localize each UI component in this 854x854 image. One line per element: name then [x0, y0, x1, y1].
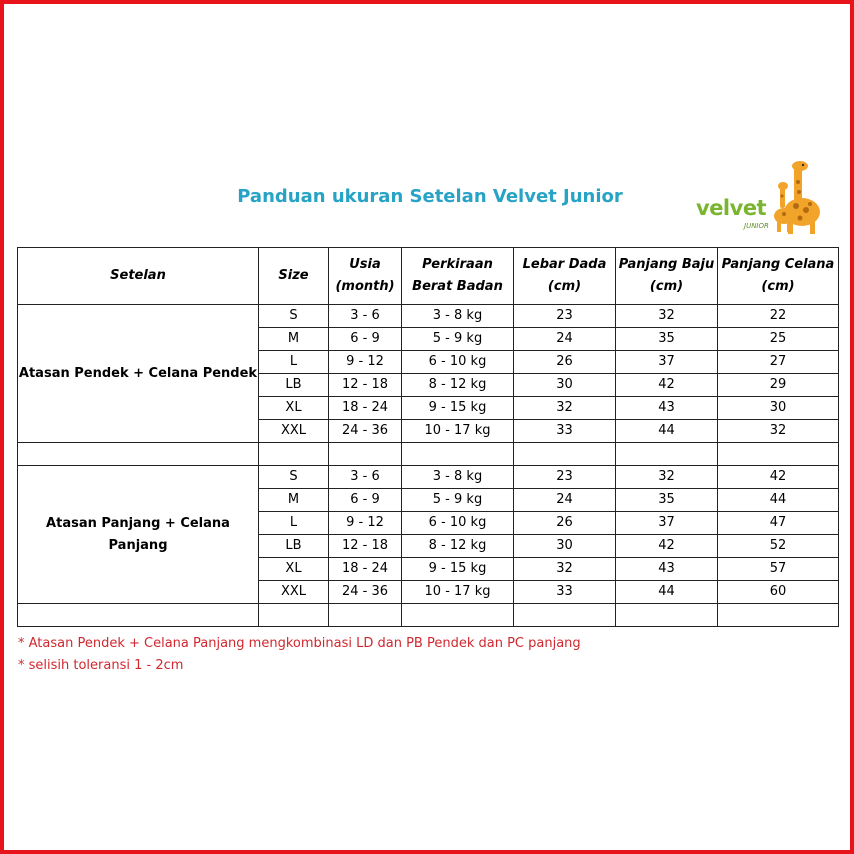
table-cell: 9 - 12	[329, 351, 402, 374]
table-cell: 3 - 8 kg	[402, 305, 514, 328]
table-cell: LB	[259, 535, 329, 558]
table-cell: M	[259, 328, 329, 351]
table-cell: 37	[616, 351, 718, 374]
empty-cell	[329, 443, 402, 466]
table-cell: 33	[514, 581, 616, 604]
table-cell: 57	[718, 558, 839, 581]
table-cell: 42	[718, 466, 839, 489]
empty-cell	[616, 604, 718, 627]
table-cell: 32	[718, 420, 839, 443]
table-cell: XL	[259, 558, 329, 581]
page-title: Panduan ukuran Setelan Velvet Junior	[237, 186, 623, 207]
empty-cell	[329, 604, 402, 627]
empty-cell	[18, 443, 259, 466]
logo-brand-text: velvet	[696, 196, 767, 220]
table-cell: 42	[616, 374, 718, 397]
table-cell: 10 - 17 kg	[402, 420, 514, 443]
table-cell: 18 - 24	[329, 397, 402, 420]
table-cell: 60	[718, 581, 839, 604]
table-cell: 32	[616, 305, 718, 328]
table-cell: 43	[616, 397, 718, 420]
header-panjang-celana: Panjang Celana (cm)	[718, 248, 839, 305]
table-cell: 24 - 36	[329, 581, 402, 604]
table-cell: 44	[718, 489, 839, 512]
table-cell: 24	[514, 328, 616, 351]
notes	[18, 633, 581, 677]
table-cell: S	[259, 305, 329, 328]
empty-cell	[718, 604, 839, 627]
table-cell: 12 - 18	[329, 535, 402, 558]
brand-logo	[696, 160, 824, 236]
table-cell: 30	[718, 397, 839, 420]
table-cell: 9 - 15 kg	[402, 397, 514, 420]
table-cell: 44	[616, 581, 718, 604]
table-cell: L	[259, 512, 329, 535]
table-cell: 6 - 9	[329, 489, 402, 512]
table-cell: 12 - 18	[329, 374, 402, 397]
table-cell: 5 - 9 kg	[402, 328, 514, 351]
table-cell: 3 - 6	[329, 305, 402, 328]
table-cell: 47	[718, 512, 839, 535]
empty-cell	[18, 604, 259, 627]
table-cell: 44	[616, 420, 718, 443]
empty-cell	[514, 604, 616, 627]
table-cell: 32	[514, 397, 616, 420]
table-row	[18, 466, 839, 489]
table-cell: 24	[514, 489, 616, 512]
spacer-row	[18, 443, 839, 466]
spacer-row	[18, 604, 839, 627]
empty-cell	[259, 443, 329, 466]
table-cell: 9 - 15 kg	[402, 558, 514, 581]
empty-cell	[402, 604, 514, 627]
table-cell: 5 - 9 kg	[402, 489, 514, 512]
table-cell: 35	[616, 328, 718, 351]
table-cell: XXL	[259, 581, 329, 604]
table-cell: 8 - 12 kg	[402, 535, 514, 558]
table-cell: 27	[718, 351, 839, 374]
table-header-row	[18, 248, 839, 305]
table-cell: 26	[514, 512, 616, 535]
header-size: Size	[259, 248, 329, 305]
table-cell: 9 - 12	[329, 512, 402, 535]
table-cell: 42	[616, 535, 718, 558]
empty-cell	[514, 443, 616, 466]
table-cell: 30	[514, 535, 616, 558]
table-cell: 23	[514, 466, 616, 489]
table-cell: 10 - 17 kg	[402, 581, 514, 604]
note-line: * selisih toleransi 1 - 2cm	[18, 658, 184, 673]
empty-cell	[402, 443, 514, 466]
giraffe-icon	[772, 160, 822, 234]
table-cell: XL	[259, 397, 329, 420]
table-cell: 35	[616, 489, 718, 512]
table-cell: L	[259, 351, 329, 374]
table-cell: M	[259, 489, 329, 512]
table-cell: 33	[514, 420, 616, 443]
table-cell: LB	[259, 374, 329, 397]
table-cell: 30	[514, 374, 616, 397]
table-row	[18, 305, 839, 328]
header-panjang-baju: Panjang Baju (cm)	[616, 248, 718, 305]
table-cell: 6 - 10 kg	[402, 351, 514, 374]
empty-cell	[259, 604, 329, 627]
table-cell: 43	[616, 558, 718, 581]
setelan-cell: Atasan Pendek + Celana Pendek	[18, 305, 259, 443]
table-cell: 23	[514, 305, 616, 328]
table-cell: 26	[514, 351, 616, 374]
table-cell: 32	[616, 466, 718, 489]
table-cell: 3 - 6	[329, 466, 402, 489]
setelan-cell: Atasan Panjang + Celana Panjang	[18, 466, 259, 604]
header-setelan: Setelan	[18, 248, 259, 305]
table-cell: 22	[718, 305, 839, 328]
logo-sub-text: JUNIOR	[744, 222, 769, 230]
table-cell: 24 - 36	[329, 420, 402, 443]
table-cell: 37	[616, 512, 718, 535]
header-lebar-dada: Lebar Dada (cm)	[514, 248, 616, 305]
table-cell: 29	[718, 374, 839, 397]
table-cell: 6 - 10 kg	[402, 512, 514, 535]
table-cell: 25	[718, 328, 839, 351]
table-cell: 8 - 12 kg	[402, 374, 514, 397]
table-cell: 3 - 8 kg	[402, 466, 514, 489]
note-line: * Atasan Pendek + Celana Panjang mengkombinasi LD dan PB Pendek dan PC panjang	[18, 636, 581, 651]
table-cell: 52	[718, 535, 839, 558]
table-cell: S	[259, 466, 329, 489]
table-cell: 6 - 9	[329, 328, 402, 351]
header-berat: Perkiraan Berat Badan	[402, 248, 514, 305]
empty-cell	[616, 443, 718, 466]
table-cell: XXL	[259, 420, 329, 443]
size-chart-table	[17, 247, 839, 627]
header-usia: Usia (month)	[329, 248, 402, 305]
table-cell: 18 - 24	[329, 558, 402, 581]
table-cell: 32	[514, 558, 616, 581]
empty-cell	[718, 443, 839, 466]
